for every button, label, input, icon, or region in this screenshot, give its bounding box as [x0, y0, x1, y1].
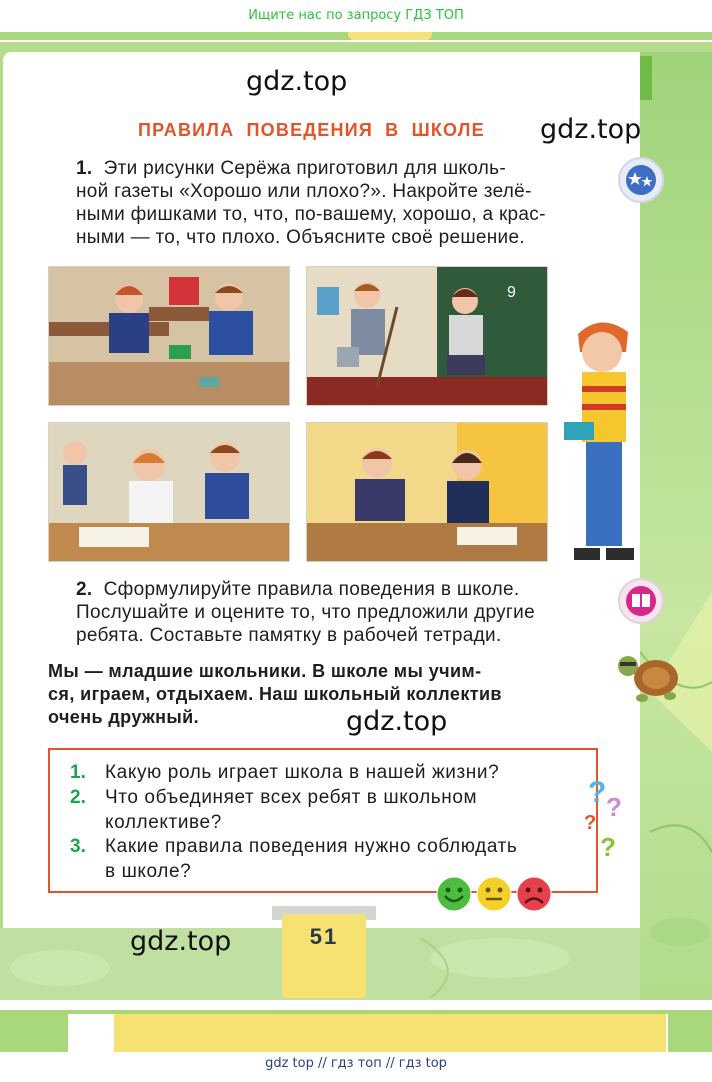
watermark: gdz.top — [130, 926, 232, 957]
page-number: 51 — [309, 924, 339, 949]
task-1-line: ной газеты «Хорошо или плохо?». Накройте зелё- — [76, 181, 532, 202]
footer-text: gdz top // гдз топ // гдз top — [265, 1056, 447, 1071]
illustration-cleaning-class — [306, 266, 548, 406]
question-number: 3. — [70, 836, 86, 857]
task-2-line: Послушайте и оцените то, что предложили другие — [76, 602, 535, 623]
question-number: 1. — [70, 762, 86, 783]
task-1-line: ными фишками то, что, по-вашему, хорошо, а крас- — [76, 204, 546, 225]
questions-box — [48, 748, 598, 893]
question-line: Что объединяет всех ребят в школьном — [105, 787, 478, 808]
summary-line: ся, играем, отдыхаем. Наш школьный коллектив — [48, 684, 502, 704]
footer — [0, 1052, 712, 1082]
smiley-neutral-icon — [476, 876, 512, 912]
watermark: gdz.top — [540, 114, 642, 145]
smiley-sad-icon — [516, 876, 552, 912]
task-1 — [76, 157, 598, 249]
question-mark-icon: ? — [588, 776, 607, 809]
margin-green-bar — [640, 56, 652, 100]
question-mark-icon: ? — [600, 832, 616, 862]
question-line: коллективе? — [105, 812, 222, 833]
task-1-line: Эти рисунки Серёжа приготовил для школь- — [103, 158, 506, 179]
task-2 — [76, 578, 598, 647]
next-page-strip — [0, 1010, 712, 1052]
book-icon — [618, 578, 664, 624]
illustration-picking-up-books — [48, 266, 290, 406]
top-banner-text: Ищите нас по запросу ГДЗ ТОП — [248, 8, 464, 23]
stars-icon — [618, 157, 664, 203]
task-2-line: ребята. Составьте памятку в рабочей тетради. — [76, 625, 502, 646]
top-banner — [0, 0, 712, 32]
task-1-line: ными — то, что плохо. Объясните своё решение. — [76, 227, 525, 248]
question-mark-icon: ? — [584, 812, 597, 834]
question-line: Какие правила поведения нужно соблюдать — [105, 836, 518, 857]
illustration-reading-together — [48, 422, 290, 562]
question-line: в школе? — [105, 861, 192, 882]
question-mark-icon: ? — [606, 792, 622, 822]
task-1-number: 1. — [76, 158, 93, 179]
boy-illustration — [556, 312, 648, 562]
summary-line: очень дружный. — [48, 707, 200, 727]
turtle-icon — [612, 640, 682, 710]
smiley-happy-icon — [436, 876, 472, 912]
lesson-title: ПРАВИЛА ПОВЕДЕНИЯ В ШКОЛЕ — [138, 120, 485, 140]
summary-line: Мы — младшие школьники. В школе мы учим- — [48, 661, 482, 681]
illustration-class-lesson — [306, 422, 548, 562]
question-line: Какую роль играет школа в нашей жизни? — [105, 762, 500, 783]
task-2-number: 2. — [76, 579, 93, 600]
task-2-line: Сформулируйте правила поведения в школе. — [103, 579, 520, 600]
watermark: gdz.top — [346, 706, 448, 737]
watermark: gdz.top — [246, 66, 348, 97]
question-number: 2. — [70, 787, 86, 808]
summary-text — [48, 660, 598, 729]
prev-page-strip — [0, 32, 712, 40]
svg-text:9: 9 — [507, 284, 516, 301]
